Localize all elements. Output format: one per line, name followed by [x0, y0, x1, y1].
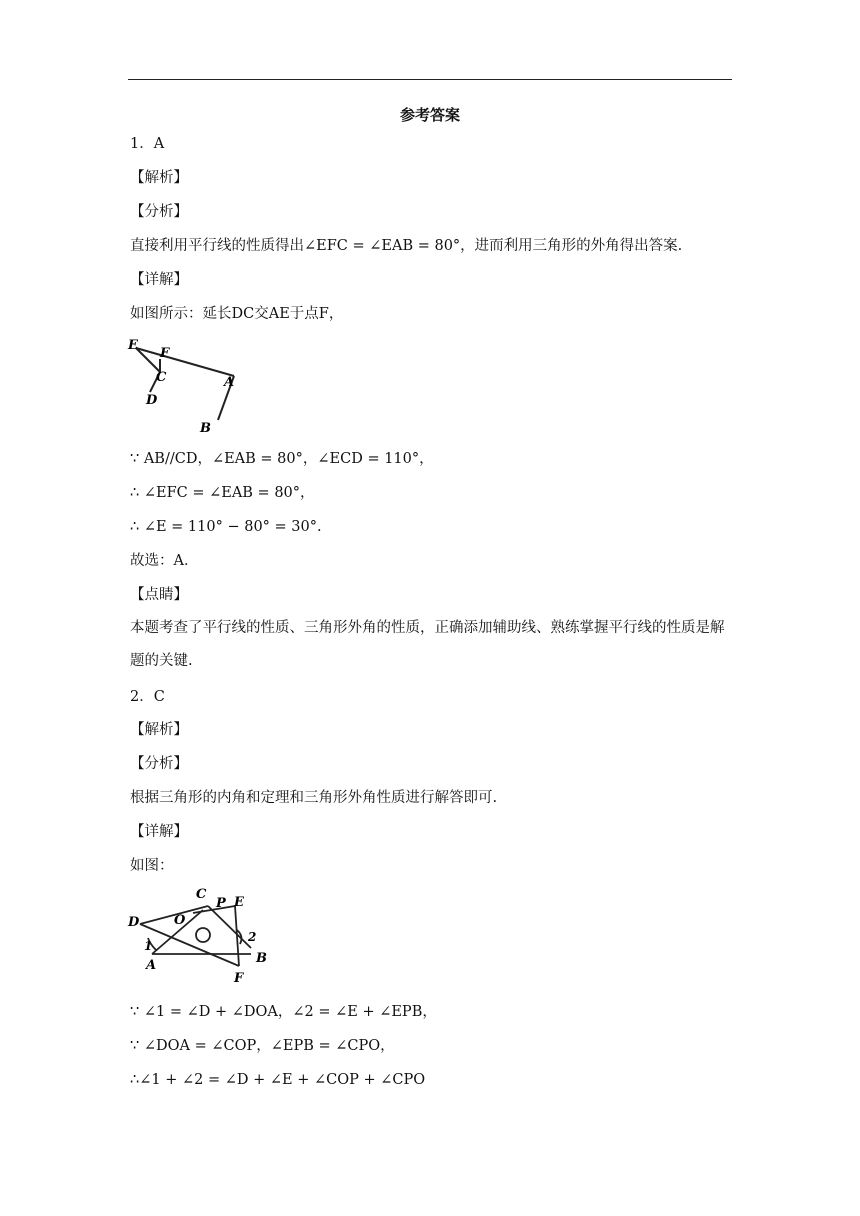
q2-answer: 2．C [130, 689, 165, 705]
q1-choice: 故选：A． [130, 553, 199, 569]
q2-analysis: 根据三角形的内角和定理和三角形外角性质进行解答即可. [130, 790, 498, 806]
q2-label-1: 1 [144, 939, 153, 953]
q2-label-C: C [196, 887, 207, 902]
q1-figure [126, 334, 246, 438]
q2-xiangjie-label: 【详解】 [130, 824, 188, 840]
q1-fenxi-label: 【分析】 [130, 204, 188, 220]
q1-label-D: D [146, 393, 158, 408]
q2-label-O: O [174, 913, 186, 928]
q1-label-F: F [160, 346, 170, 361]
q1-dianjing-label: 【点睛】 [130, 587, 188, 603]
q1-label-B: B [200, 421, 211, 436]
q2-jiexi-label: 【解析】 [130, 722, 188, 738]
q1-xiangjie-label: 【详解】 [130, 272, 188, 288]
q2-step-1: ∵ ∠1 = ∠D + ∠DOA，∠2 = ∠E + ∠EPB， [130, 1004, 437, 1020]
q2-center-circle [196, 928, 210, 942]
q2-label-B: B [256, 951, 267, 966]
q1-label-C: C [156, 370, 167, 385]
q2-label-P: P [216, 896, 226, 911]
q1-step-1: ∵ AB//CD，∠EAB = 80°，∠ECD = 110°， [130, 451, 434, 467]
q2-label-A: A [146, 958, 157, 973]
q1-jiexi-label: 【解析】 [130, 170, 188, 186]
page-title: 参考答案 [399, 106, 460, 124]
q1-step-2: ∴ ∠EFC = ∠EAB = 80°， [130, 485, 315, 501]
q2-label-2: 2 [248, 930, 257, 944]
q2-line-CB [208, 906, 251, 948]
q2-step-3: ∴∠1 + ∠2 = ∠D + ∠E + ∠COP + ∠CPO [130, 1072, 426, 1088]
q1-answer: 1．A [130, 136, 165, 152]
q2-label-F: F [234, 971, 244, 986]
q1-analysis: 直接利用平行线的性质得出∠EFC = ∠EAB = 80°，进而利用三角形的外角得出答案. [130, 238, 683, 254]
q2-fenxi-label: 【分析】 [130, 756, 188, 772]
q2-figure [126, 884, 276, 988]
q1-label-A: A [224, 375, 235, 390]
q1-intro: 如图所示：延长DC交AE于点F， [130, 306, 344, 322]
header-rule [128, 79, 732, 80]
q2-intro: 如图： [130, 858, 174, 874]
q2-step-2: ∵ ∠DOA = ∠COP，∠EPB = ∠CPO， [130, 1038, 395, 1054]
q1-label-E: E [128, 338, 138, 353]
q2-label-D: D [128, 915, 140, 930]
q1-comment: 本题考查了平行线的性质、三角形外角的性质，正确添加辅助线、熟练掌握平行线的性质是解题的关键. [130, 620, 725, 669]
q2-label-E: E [234, 895, 244, 910]
q1-step-3: ∴ ∠E = 110° − 80° = 30°. [130, 519, 322, 535]
